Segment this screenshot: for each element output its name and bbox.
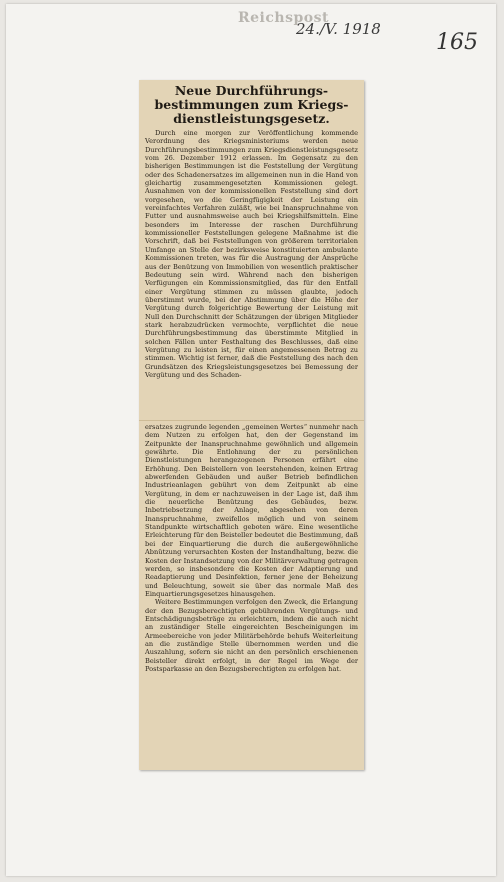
archive-number: 165 bbox=[436, 30, 478, 55]
clipping-second-column bbox=[139, 420, 364, 770]
newspaper-clipping bbox=[139, 80, 364, 770]
article-paragraph-1: Durch eine morgen zur Veröffentlichung kommende Verordnung des Kriegsministeriums werden neue Durchführungsbestimmungen zum Kriegsdienstleistungsgesetz vom 26. Dezember 1912 erlassen. Im Gegensatz zu den bisherigen Bestimmungen ist die Feststellung der Vergütung oder des Schadenersatzes im allgemeinen nun in die Hand von gleichartig zusammengesetzten Kommissionen gelegt. Ausnahmen von der kommissionellen Feststellung sind dort vorgesehen, wo die Geringfügigkeit der Leistung ein vereinfachtes Verfahren zuläßt, wie bei Inanspruchnahme von Futter und ausnahmsweise auch bei Kriegshilfsmitteln. Eine besonders im Interesse der raschen Durchführung kommissioneller Feststellungen gelegene Maßnahme ist die Vorschrift, daß bei Feststellungen von größerem territorialen Umfange an Stelle der bezirksweise konstituierten ambulante Kommissionen treten, was für die Austragung der Ansprüche aus der Benützung von Immobilien von wesentlich praktischer Bedeutung sein wird. Während nach den bisherigen Verfügungen ein Kommissionsmitglied, das für den Entfall einer Vergütung stimmen zu müssen glaubte, jedoch überstimmt wurde, bei der Abstimmung über die Höhe der Vergütung durch folgerichtige Bewertung der Leistung mit Null den Durchschnitt der Schätzungen der übrigen Mitglieder stark herabzudrücken vermochte, verpflichtet die neue Durchführungsbestimmung das überstimmte Mitglied in solchen Fällen unter Festhaltung des Beschlusses, daß eine Vergütung zu leisten ist, für einen angemessenen Betrag zu stimmen. Wichtig ist ferner, daß die Feststellung des nach den Grundsätzen des Kriegsleistungsgesetzes bei Bemessung der Vergütung und des Schaden- bbox=[145, 129, 358, 379]
headline-line-2: bestimmungen zum Kriegs- bbox=[154, 97, 349, 112]
article-headline bbox=[145, 84, 358, 126]
article-paragraph-3: Weitere Bestimmungen verfolgen den Zweck, die Erlangung der den Bezugsberechtigten gebührenden Vergütungs- und Entschädigungsbeträge zu erleichtern, indem die auch nicht an zuständiger Stelle eingereichten Bescheinigungen im Armeebereiche von jeder Militärbehörde behufs Weiterleitung an die zuständige Stelle übernommen werden und die Auszahlung, sofern sie nicht an den persönlich erschienenen Beisteller direkt erfolgt, in der Regel im Wege der Postsparkasse an den Bezugsberechtigten zu erfolgen hat. bbox=[145, 598, 358, 673]
article-paragraph-2: ersatzes zugrunde legenden „gemeinen Wertes“ nunmehr nach dem Nutzen zu erfolgen hat, den der Gegenstand im Zeitpunkte der Inanspruchnahme gewöhnlich und allgemein gewährte. Die Entlohnung der zu persönlichen Dienstleistungen herangezogenen Personen erfährt eine Erhöhung. Den Beistellern von leerstehenden, keinen Ertrag abwerfenden Gebäuden und außer Betrieb befindlichen Industrieanlagen gebührt von dem Zeitpunkt ab eine Vergütung, in dem er nachzuweisen in der Lage ist, daß ihm die neuerliche Benützung des Gebäudes, bezw. Inbetriebsetzung der Anlage, abgesehen von deren Inanspruchnahme, zweifellos möglich und von seinem Standpunkte wirtschaftlich geboten wäre. Eine wesentliche Erleichterung für den Beisteller bedeutet die Bestimmung, daß bei der Einquartierung die durch die außergewöhnliche Abnützung verursachten Kosten der Instandhaltung, bezw. die Kosten der Instandsetzung von der Militärverwaltung getragen werden, so insbesondere die Kosten der Adaptierung und Readaptierung und Desinfektion, ferner jene der Beheizung und Beleuchtung, soweit sie über das normale Maß des Einquartierungsgesetzes hinausgehen. bbox=[145, 423, 358, 598]
handwritten-date: 24./V. 1918 bbox=[296, 20, 381, 38]
headline-line-3: dienstleistungsgesetz. bbox=[173, 111, 330, 126]
newspaper-source-stamp: Reichspost bbox=[238, 10, 329, 26]
headline-line-1: Neue Durchführungs- bbox=[174, 83, 329, 98]
